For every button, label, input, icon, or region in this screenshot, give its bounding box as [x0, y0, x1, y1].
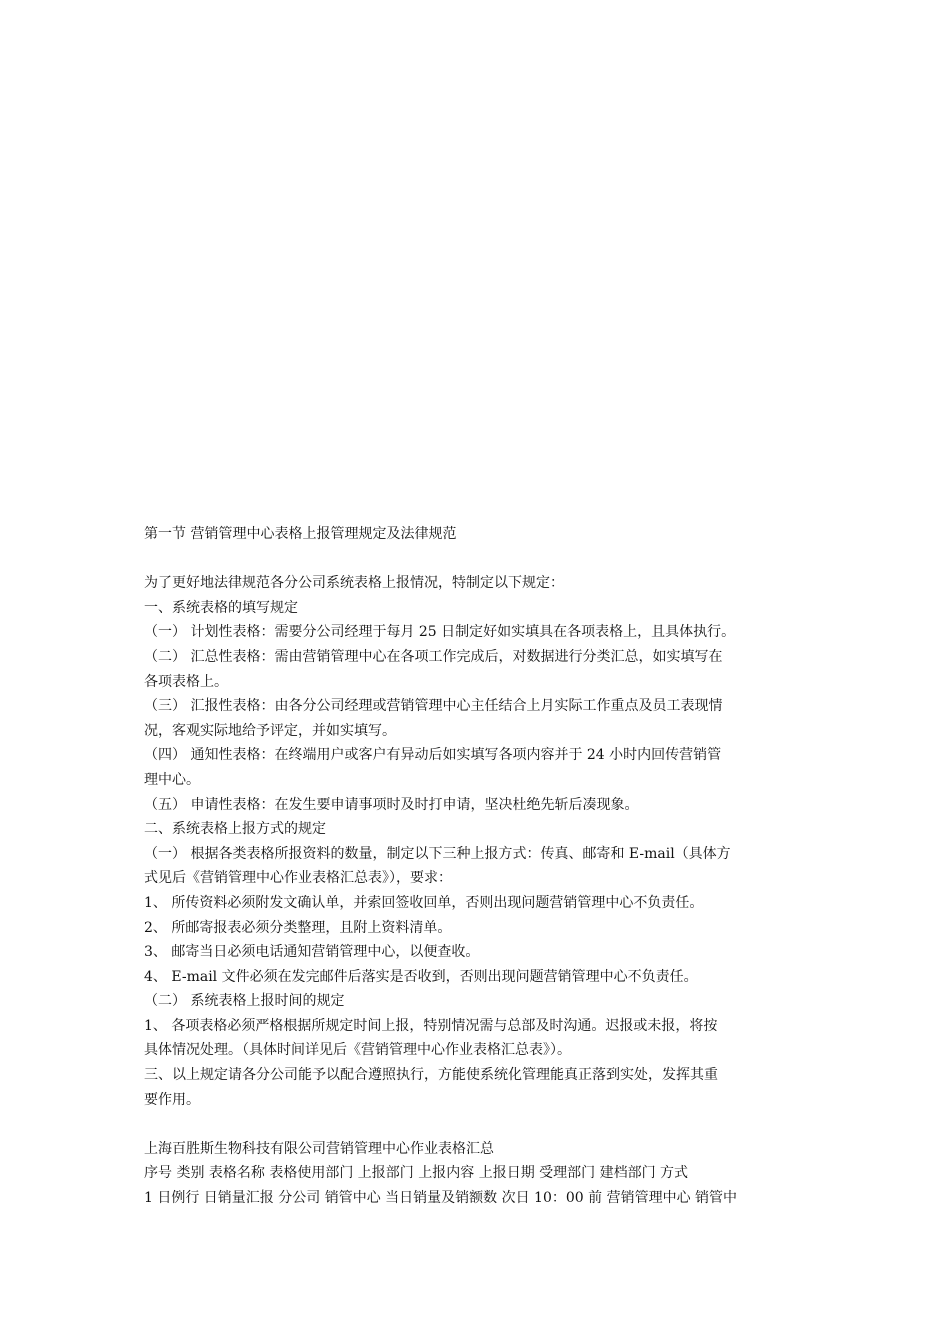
document-body: [144, 522, 812, 1211]
rule-2-1-line1: （一） 根据各类表格所报资料的数量，制定以下三种上报方式：传真、邮寄和 E-mail（具体方: [144, 845, 731, 862]
part2-heading: 二、系统表格上报方式的规定: [144, 821, 326, 838]
spacer: [144, 547, 812, 572]
part1-heading: 一、系统表格的填写规定: [144, 599, 298, 616]
rule-2-1-line2: 式见后《营销管理中心作业表格汇总表》），要求：: [144, 870, 452, 887]
rule-2-1-item1: 1、 所传资料必须附发文确认单，并索回签收回单，否则出现问题营销管理中心不负责任。: [144, 894, 704, 911]
intro-paragraph: 为了更好地法律规范各分公司系统表格上报情况，特制定以下规定：: [144, 575, 564, 592]
rule-1-4-line2: 理中心。: [144, 771, 200, 788]
rule-1-5: （五） 申请性表格：在发生要申请事项时及时打申请，坚决杜绝先斩后凑现象。: [144, 796, 639, 813]
rule-2-1-item2: 2、 所邮寄报表必须分类整理，且附上资料清单。: [144, 919, 452, 936]
table-title: 上海百胜斯生物科技有限公司营销管理中心作业表格汇总: [144, 1140, 494, 1157]
spacer: [144, 1112, 812, 1137]
rule-1-2-line2: 各项表格上。: [144, 673, 228, 690]
rule-2-2-item1-line2: 具体情况处理。（具体时间详见后《营销管理中心作业表格汇总表》）。: [144, 1042, 571, 1059]
rule-1-3-line1: （三） 汇报性表格：由各分公司经理或营销管理中心主任结合上月实际工作重点及员工表现情: [144, 698, 723, 715]
part3-line2: 要作用。: [144, 1091, 200, 1108]
rule-1-1: （一） 计划性表格：需要分公司经理于每月 25 日制定好如实填具在各项表格上，且具体执行。: [144, 624, 736, 641]
section-title: 第一节 营销管理中心表格上报管理规定及法律规范: [144, 526, 457, 542]
rule-2-1-item4: 4、 E-mail 文件必须在发完邮件后落实是否收到，否则出现问题营销管理中心不负责任。: [144, 968, 698, 985]
rule-2-1-item3: 3、 邮寄当日必须电话通知营销管理中心，以便查收。: [144, 944, 480, 961]
rule-1-2-line1: （二） 汇总性表格：需由营销管理中心在各项工作完成后，对数据进行分类汇总，如实填写在: [144, 648, 723, 665]
part3-line1: 三、以上规定请各分公司能予以配合遵照执行，方能使系统化管理能真正落到实处，发挥其重: [144, 1067, 718, 1084]
table-row: 1 日例行 日销量汇报 分公司 销管中心 当日销量及销额数 次日 10：00 前 营销管理中心 销管中: [144, 1190, 738, 1207]
rule-1-4-line1: （四） 通知性表格：在终端用户或客户有异动后如实填写各项内容并于 24 小时内回传营销管: [144, 747, 722, 764]
table-header: 序号 类别 表格名称 表格使用部门 上报部门 上报内容 上报日期 受理部门 建档部门 方式: [144, 1165, 689, 1182]
rule-2-2-item1-line1: 1、 各项表格必须严格根据所规定时间上报，特别情况需与总部及时沟通。迟报或未报，将按: [144, 1017, 718, 1034]
rule-2-2: （二） 系统表格上报时间的规定: [144, 993, 345, 1010]
rule-1-3-line2: 况，客观实际地给予评定，并如实填写。: [144, 722, 396, 739]
